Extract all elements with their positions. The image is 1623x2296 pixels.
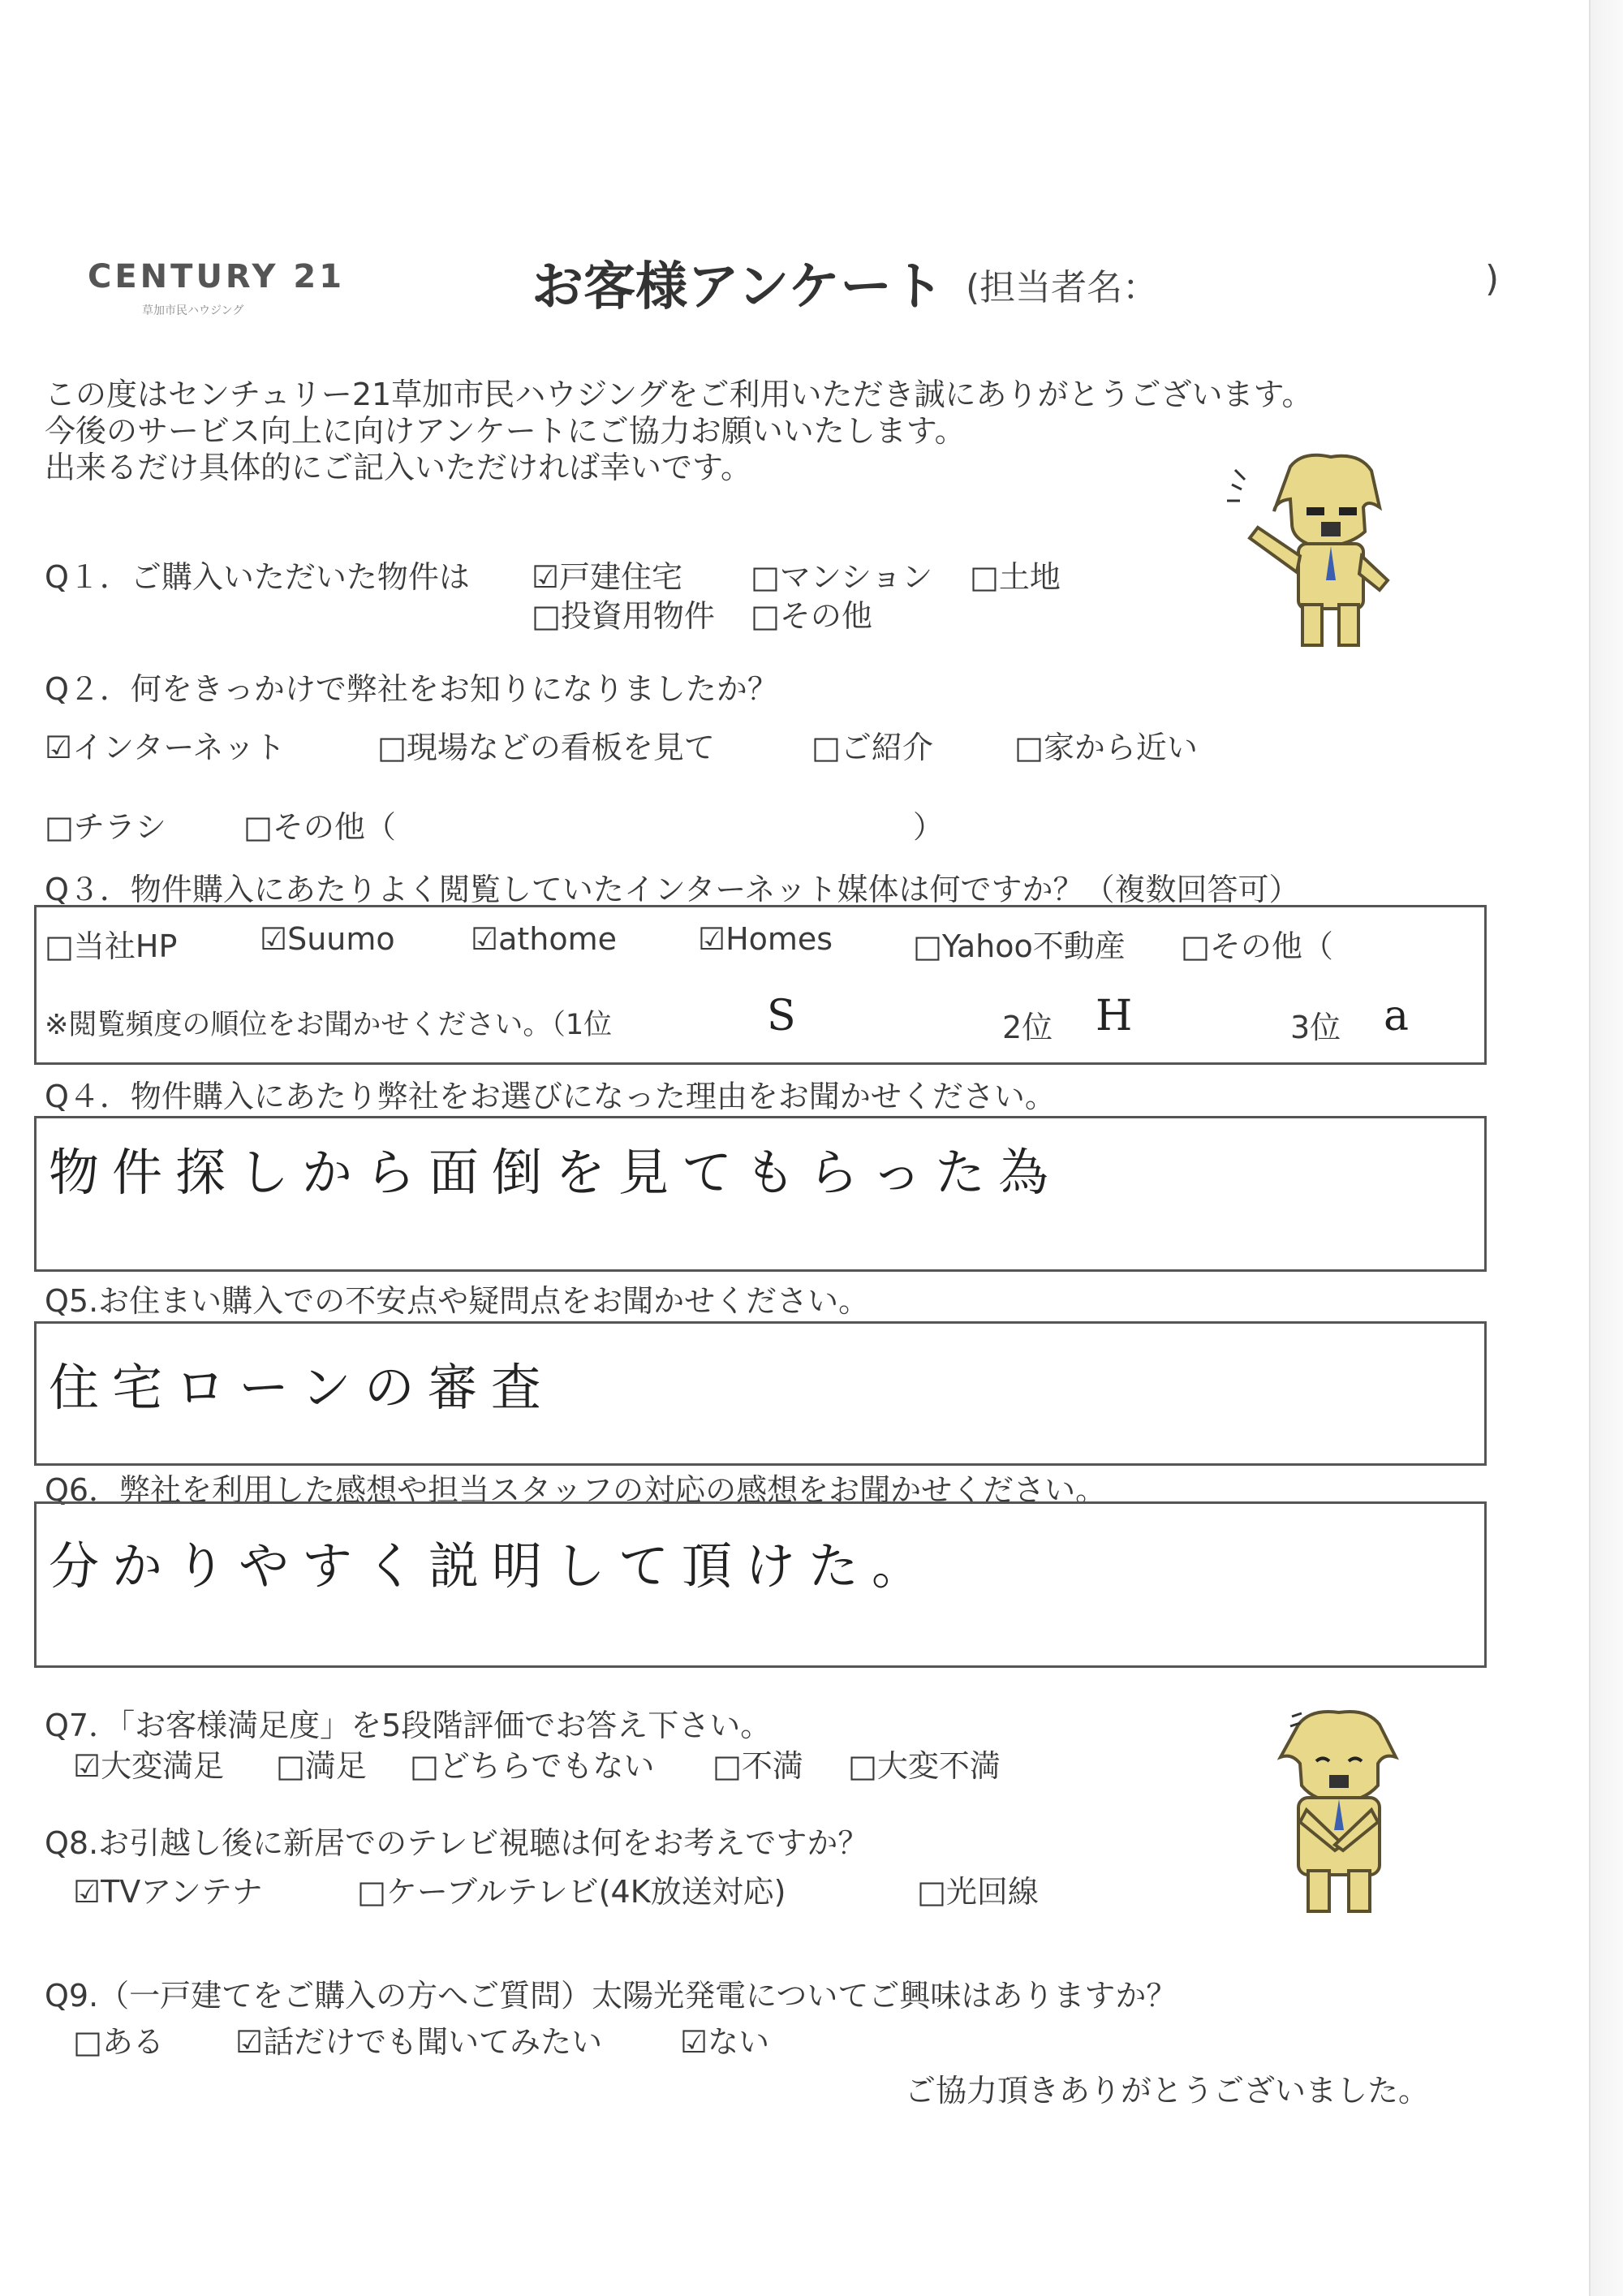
- q2-option-referral[interactable]: □ご紹介: [812, 730, 933, 765]
- q2-option-signboard[interactable]: □現場などの看板を見て: [377, 730, 715, 765]
- q1-option-other[interactable]: □その他: [751, 598, 872, 634]
- q2-option-flyer[interactable]: □チラシ: [45, 809, 166, 845]
- q8-option-tv-antenna[interactable]: ☑TVアンテナ: [73, 1874, 263, 1910]
- q8-option-fiber[interactable]: □光回線: [917, 1874, 1039, 1910]
- logo-subtitle: 草加市民ハウジング: [142, 304, 244, 317]
- intro-line-2: 今後のサービス向上に向けアンケートにご協力お願いいたします。: [45, 413, 966, 449]
- q5-label: Q5.お住まい購入での不安点や疑問点をお聞かせください。: [45, 1283, 870, 1319]
- q3-rank2-value[interactable]: H: [1096, 992, 1133, 1040]
- dog-mascot-pointing-icon: [1225, 450, 1412, 653]
- intro-line-3: 出来るだけ具体的にご記入いただければ幸いです。: [45, 450, 751, 485]
- intro-line-1: この度はセンチュリー21草加市民ハウジングをご利用いただき誠にありがとうございます。: [45, 377, 1313, 412]
- q3-rank3-value[interactable]: a: [1384, 992, 1410, 1040]
- q3-option-suumo[interactable]: ☑Suumo: [260, 921, 395, 957]
- century21-logo: CENTURY 21: [88, 258, 346, 295]
- q2-other-close: ）: [913, 809, 945, 845]
- q7-option-very-satisfied[interactable]: ☑大変満足: [73, 1748, 225, 1784]
- q3-option-company-hp[interactable]: □当社HP: [45, 928, 178, 964]
- staff-name-label: (担当者名：: [966, 267, 1159, 308]
- q4-handwritten-answer: 物件探しから面倒を見てもらった為: [49, 1143, 1062, 1202]
- q2-label: Q２．何をきっかけで弊社をお知りになりましたか？: [45, 671, 778, 707]
- q7-option-neutral[interactable]: □どちらでもない: [410, 1748, 655, 1784]
- q6-handwritten-answer: 分かりやすく説明して頂けた。: [49, 1536, 936, 1596]
- q3-option-homes[interactable]: ☑Homes: [698, 921, 833, 957]
- q3-rank-label: ※閲覧頻度の順位をお聞かせください。（1位: [45, 1009, 613, 1041]
- q4-label: Q４．物件購入にあたり弊社をお選びになった理由をお聞かせください。: [45, 1079, 1056, 1114]
- staff-name-close: ): [1485, 258, 1500, 299]
- q3-option-other[interactable]: □その他（: [1181, 928, 1333, 964]
- q7-label: Q7．「お客様満足度」を5段階評価でお答え下さい。: [45, 1708, 772, 1743]
- q1-option-mansion[interactable]: □マンション: [751, 559, 933, 595]
- q9-option-want-to-hear[interactable]: ☑話だけでも聞いてみたい: [235, 2024, 603, 2060]
- q3-rank3-label: 3位: [1290, 1010, 1341, 1045]
- q8-option-cable-tv[interactable]: □ケーブルテレビ(4K放送対応): [357, 1874, 786, 1910]
- q1-option-detached-house[interactable]: ☑戸建住宅: [532, 559, 683, 595]
- survey-title: お客様アンケート: [532, 257, 945, 317]
- q7-option-dissatisfied[interactable]: □不満: [712, 1748, 803, 1784]
- q3-rank2-label: 2位: [1002, 1010, 1053, 1045]
- q1-option-land[interactable]: □土地: [970, 559, 1061, 595]
- q3-rank1-value[interactable]: S: [767, 992, 796, 1040]
- page-edge-shadow: [1589, 0, 1623, 2296]
- q2-option-internet[interactable]: ☑インターネット: [45, 730, 286, 765]
- q3-label: Q３．物件購入にあたりよく閲覧していたインターネット媒体は何ですか？（複数回答可）: [45, 872, 1300, 907]
- q8-label: Q8.お引越し後に新居でのテレビ視聴は何をお考えですか？: [45, 1825, 869, 1861]
- q3-option-athome[interactable]: ☑athome: [471, 921, 617, 957]
- q6-label: Q6．弊社を利用した感想や担当スタッフの対応の感想をお聞かせください。: [45, 1472, 1107, 1508]
- q2-option-near-home[interactable]: □家から近い: [1014, 730, 1198, 765]
- q9-option-no[interactable]: ☑ない: [680, 2024, 770, 2060]
- q5-handwritten-answer: 住宅ローンの審査: [49, 1358, 554, 1417]
- q9-label: Q9.（一戸建てをご購入の方へご質問）太陽光発電についてご興味はありますか？: [45, 1978, 1177, 2014]
- q2-option-other[interactable]: □その他（: [243, 809, 396, 845]
- q3-option-yahoo[interactable]: □Yahoo不動産: [913, 928, 1126, 964]
- q9-option-yes[interactable]: □ある: [73, 2024, 164, 2060]
- dog-mascot-standing-icon: [1274, 1708, 1404, 1919]
- q7-option-very-dissatisfied[interactable]: □大変不満: [848, 1748, 1001, 1784]
- q1-label: Q１．ご購入いただいた物件は: [45, 559, 470, 595]
- q1-option-investment[interactable]: □投資用物件: [532, 598, 715, 634]
- q7-option-satisfied[interactable]: □満足: [276, 1748, 367, 1784]
- closing-thanks: ご協力頂きありがとうございました。: [905, 2073, 1430, 2109]
